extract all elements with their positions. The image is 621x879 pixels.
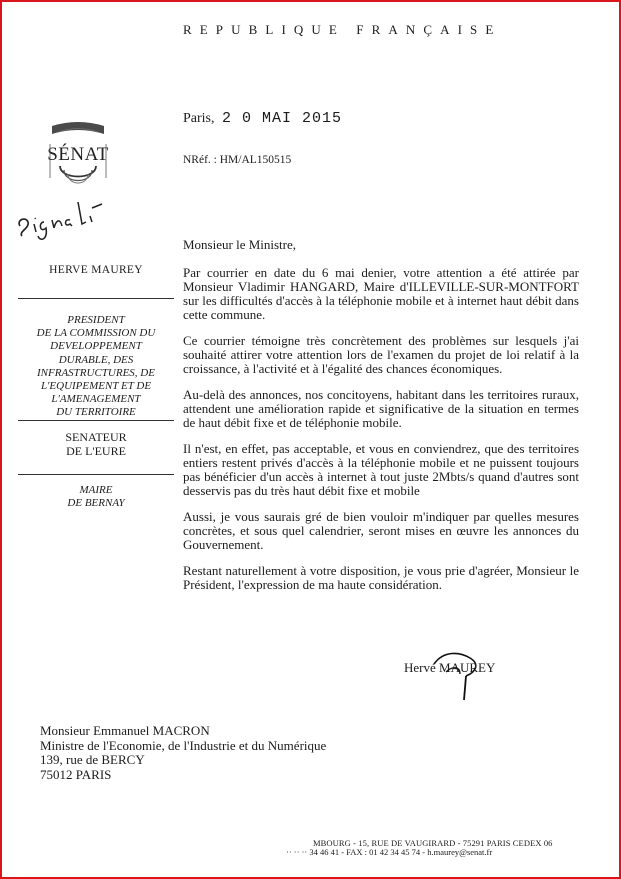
sender-title-maire: MAIRE DE BERNAY [67,484,125,510]
footer-contact: ·· ·· ·· 34 46 41 - FAX : 01 42 34 45 74 - h.maurey@senat.fr [286,847,493,857]
address-line: Monsieur Emmanuel MACRON [40,723,210,738]
divider [18,298,174,299]
divider [18,474,174,475]
senat-logo [40,120,116,192]
reference: NRéf. : HM/AL150515 [183,154,292,166]
footer-address: MBOURG - 15, RUE DE VAUGIRARD - 75291 PARIS CEDEX 06 [313,838,553,848]
paragraph: Restant naturellement à votre disposition, je vous prie d'agréer, Monsieur le Président, l'expression de ma haute considération. [183,563,579,592]
address-line: 139, rue de BERCY [40,752,145,768]
dateline [183,110,342,127]
paragraph: Il n'est, en effet, pas acceptable, et vous en conviendrez, que des territoires entiers restent privés d'accès à la téléphonie mobile et ne puissent toujours pas bénéficier d'un accès à internet à tout juste 2Mbts/s quand d'autres sont desservis pas du très haut débit fixe et mobile [183,441,579,498]
address-line: Ministre de l'Economie, de l'Industrie et du Numérique [40,737,327,753]
recipient-address [40,724,330,782]
paragraph: Ce courrier témoigne très concrètement des problèmes sur lesquels j'ai souhaité attirer votre attention lors de l'examen du projet de loi relatif à la croissance, à l'activité et à l'égalité des chances économiques. [183,333,579,376]
letter-body [183,238,579,604]
sender-title-senateur: SENATEUR DE L'EURE [65,430,127,458]
paragraph: Au-delà des annonces, nos concitoyens, habitant dans les territoires ruraux, attendent une amélioration rapide et significative de la situation en termes de haut débit fixe et de téléphonie mobile. [183,387,579,430]
address-line: 75012 PARIS [40,766,112,782]
paragraph: Par courrier en date du 6 mai denier, votre attention a été attirée par Monsieur Vladimir HANGARD, Maire d'ILLEVILLE-SUR-MONTFORT sur les difficultés d'accès à la téléphonie mobile et à internet haut débit dans cette commune. [183,265,579,322]
paragraph: Aussi, je vous saurais gré de bien vouloir m'indiquer par quelles mesures concrètes, et sous quel calendrier, seront mises en œuvre les annonces du Gouvernement. [183,509,579,552]
signature-name: Hervé MAUREY [404,660,496,675]
salutation: Monsieur le Ministre, [183,237,297,252]
date-stamp: 2 0 MAI 2015 [222,110,343,127]
republique-francaise-header: REPUBLIQUE FRANÇAISE [183,22,502,37]
date-place: Paris, [183,111,215,126]
senat-logo-text: SÉNAT [47,144,109,165]
sender-name: HERVE MAUREY [49,264,143,276]
sender-title-president: PRESIDENT DE LA COMMISSION DU DEVELOPPEMENT DURABLE, DES INFRASTRUCTURES, DE L'EQUIPEMENT ET DE L'AMENAGEMENT DU TERRITOIRE [36,314,156,419]
signale-handwriting [14,192,108,244]
divider [18,420,174,421]
